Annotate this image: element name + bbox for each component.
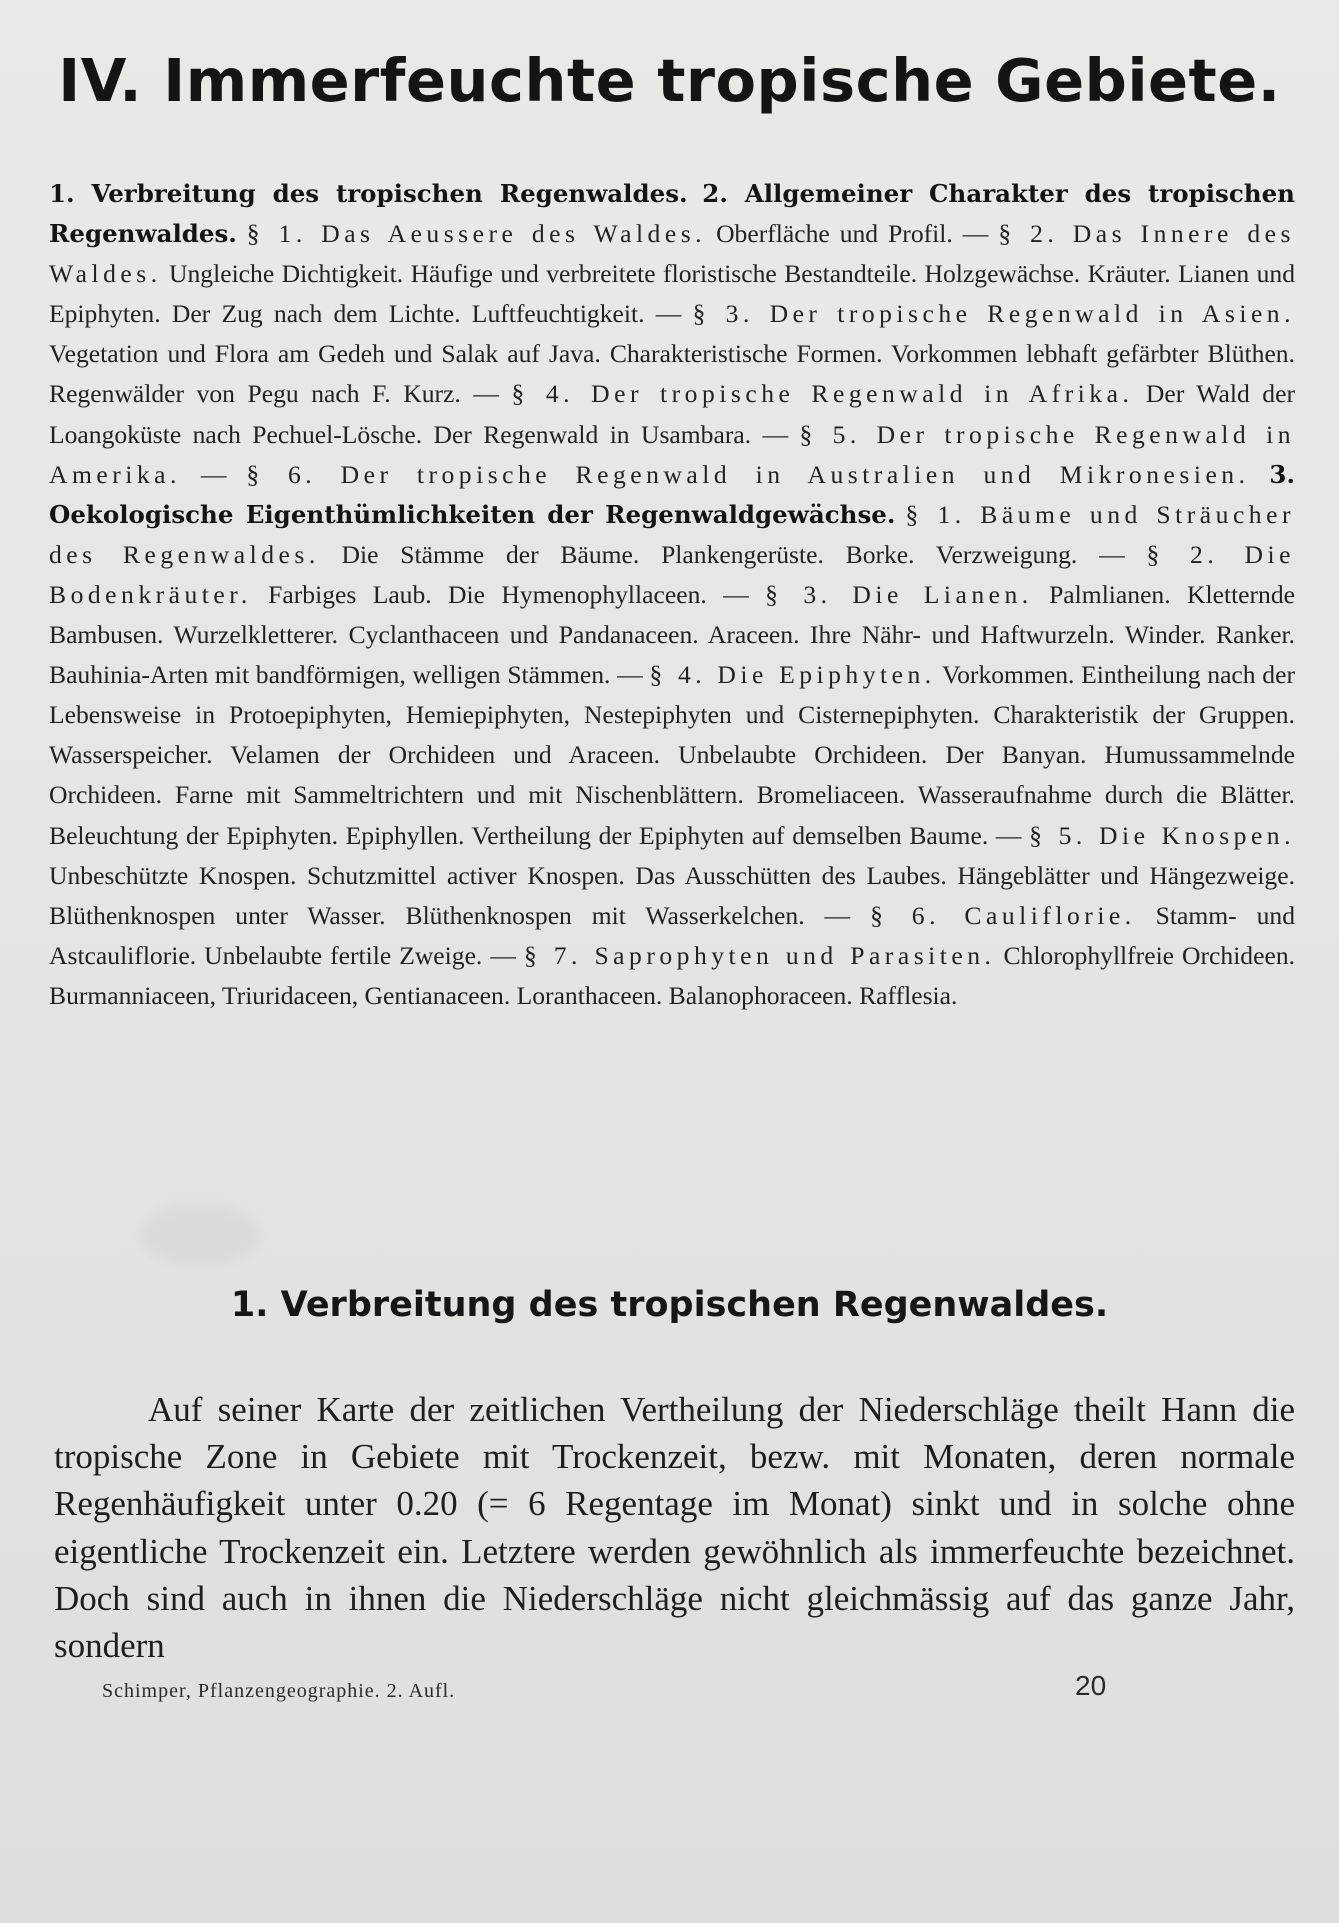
summary-paragraph-heading: § 6. Der tropische Regenwald in Australien und Mikronesien.	[246, 459, 1250, 489]
summary-section-3: 3. Oekologische Eigenthümlichkeiten der Regenwaldgewächse.	[49, 459, 1295, 529]
summary-paragraph-heading: § 7. Saprophyten und Parasiten.	[523, 940, 996, 970]
summary-text: Vorkommen. Eintheilung nach der Lebensweise in Protoepiphyten, Hemiepiphyten, Nestepiphyten und Cisternepiphyten. Charakteristik der Gruppen. Wasserspeicher. Velamen der Orchideen und Araceen. Unbelaubte Orchideen. Der Banyan. Humussammelnde Orchideen. Farne mit Sammeltrichtern und mit Nischenblättern. Bromeliaceen. Wasseraufnahme durch die Blätter. Beleuchtung der Epiphyten. Epiphyllen. Vertheilung der Epiphyten auf demselben Baume. —	[49, 660, 1295, 850]
summary-paragraph-heading: § 2. Die Bodenkräuter.	[49, 539, 1295, 609]
summary-paragraph-heading: § 2. Das Innere des Waldes.	[49, 219, 1295, 289]
summary-text: Palmlianen. Kletternde Bambusen. Wurzelkletterer. Cyclanthaceen und Pandanaceen. Araceen. Ihre Nähr- und Haftwurzeln. Winder. Ranker. Bauhinia-Arten mit bandförmigen, welligen Stämmen. —	[49, 579, 1296, 690]
summary-paragraph-heading: § 1. Das Aeussere des Waldes.	[246, 219, 707, 249]
summary-section-1: 1. Verbreitung des tropischen Regenwaldes.	[49, 179, 688, 208]
summary-paragraph-heading: § 6. Cauliflorie.	[870, 900, 1136, 930]
summary-text: Unbeschützte Knospen. Schutzmittel activer Knospen. Das Ausschütten des Laubes. Hängeblätter und Hängezweige. Blüthenknospen unter Wasser. Blüthenknospen mit Wasserkelchen. —	[49, 860, 1295, 930]
page-number: 20	[1075, 1670, 1107, 1701]
summary-text: Ungleiche Dichtigkeit. Häufige und verbreitete floristische Bestandteile. Holzgewächse. Kräuter. Lianen und Epiphyten. Der Zug nach dem Lichte. Luftfeuchtigkeit. —	[49, 259, 1295, 329]
summary-text: Stamm- und Astcauliflorie. Unbelaubte fertile Zweige. —	[49, 900, 1295, 970]
summary-paragraph-heading: § 3. Der tropische Regenwald in Asien.	[692, 299, 1295, 329]
summary-text: —	[200, 459, 227, 489]
section-title: 1. Verbreitung des tropischen Regenwaldes.	[230, 1285, 1109, 1325]
summary-text: Die Stämme der Bäume. Plankengerüste. Borke. Verzweigung. —	[341, 539, 1125, 569]
summary-paragraph-heading: § 4. Die Epiphyten.	[649, 660, 936, 690]
summary-text: Oberfläche und Profil. —	[716, 219, 989, 249]
summary-text: Chlorophyllfreie Orchideen. Burmanniaceen, Triuridaceen, Gentianaceen. Loranthaceen. Balanophoraceen. Rafflesia.	[49, 940, 1296, 1010]
footer-reference: Schimper, Pflanzengeographie. 2. Aufl.	[102, 1680, 456, 1702]
paper-smudge	[140, 1205, 260, 1265]
summary-paragraph-heading: § 4. Der tropische Regenwald in Afrika.	[511, 379, 1134, 409]
summary-paragraph-heading: § 1. Bäume und Sträucher des Regenwaldes.	[49, 499, 1295, 569]
summary-text: Farbiges Laub. Die Hymenophyllaceen. —	[268, 579, 749, 609]
body-paragraph	[54, 1386, 1295, 1669]
chapter-summary	[49, 174, 1295, 1016]
summary-paragraph-heading: § 3. Die Lianen.	[765, 579, 1033, 609]
summary-paragraph-heading: § 5. Der tropische Regenwald in Amerika.	[49, 419, 1295, 489]
chapter-title: IV. Immerfeuchte tropische Gebiete.	[58, 46, 1281, 115]
summary-text: Vegetation und Flora am Gedeh und Salak auf Java. Charakteristische Formen. Vorkommen lebhaft gefärbter Blüthen. Regenwälder von Pegu nach F. Kurz. —	[49, 339, 1295, 409]
summary-text: Der Wald der Loangoküste nach Pechuel-Lösche. Der Regenwald in Usambara. —	[49, 379, 1295, 449]
summary-paragraph-heading: § 5. Die Knospen.	[1029, 820, 1295, 850]
body-paragraph-text: Auf seiner Karte der zeitlichen Vertheilung der Niederschläge theilt Hann die tropische Zone in Gebiete mit Trockenzeit, bezw. mit Monaten, deren normale Regenhäufigkeit unter 0.20 (= 6 Regentage im Monat) sinkt und in solche ohne eigentliche Trockenzeit ein. Letztere werden gewöhnlich als immerfeuchte bezeichnet. Doch sind auch in ihnen die Niederschläge nicht gleichmässig auf das ganze Jahr, sondern	[54, 1390, 1295, 1666]
summary-section-2: 2. Allgemeiner Charakter des tropischen Regenwaldes.	[49, 179, 1295, 249]
